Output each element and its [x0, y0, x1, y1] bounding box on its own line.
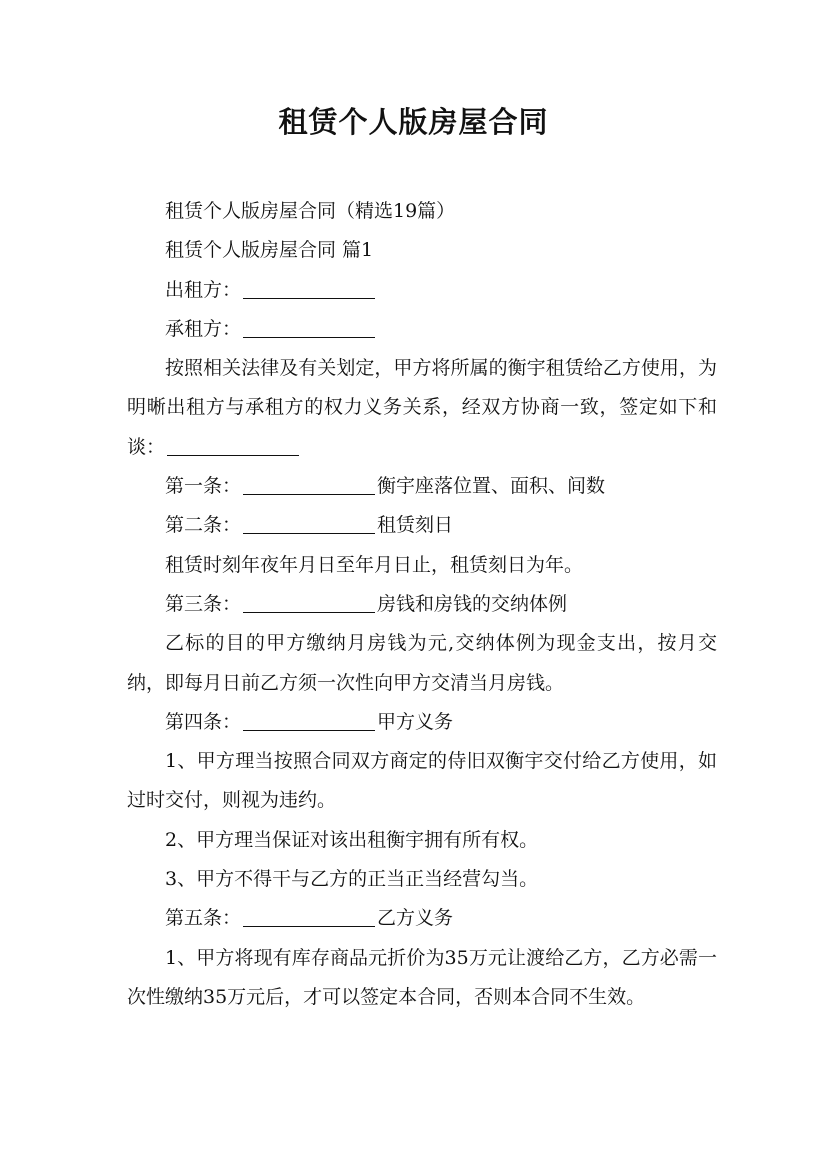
- article-3: [127, 585, 717, 624]
- article-4-title: 甲方义务: [377, 710, 454, 733]
- document-title: 租赁个人版房屋合同: [278, 105, 549, 139]
- article-5-item-1: 1、甲方将现有库存商品元折价为35万元让渡给乙方，乙方必需一次性缴纳35万元后，才可以签定本合同，否则本合同不生效。: [127, 946, 717, 1008]
- lessee-line: [127, 310, 717, 349]
- article-4-blank: [243, 711, 375, 731]
- article-2-blank: [243, 514, 375, 534]
- article-4-item-3: 3、甲方不得干与乙方的正当正当经营勾当。: [165, 868, 539, 891]
- article-3-body: 乙标的目的甲方缴纳月房钱为元,交纳体例为现金支出，按月交纳，即每月日前乙方须一次性向甲方交清当月房钱。: [127, 632, 717, 694]
- article-5-title: 乙方义务: [377, 907, 454, 930]
- article-2-title: 租赁刻日: [377, 514, 454, 537]
- article-1-label: 第一条：: [165, 475, 242, 498]
- lessor-blank: [243, 279, 375, 299]
- article-4-label: 第四条：: [165, 710, 242, 733]
- article-1-title: 衡宇座落位置、面积、间数: [377, 475, 606, 498]
- lessor-line: [127, 271, 717, 310]
- article-3-blank: [243, 593, 375, 613]
- document-subtitle: 租赁个人版房屋合同（精选19篇）: [165, 200, 456, 222]
- article-3-label: 第三条：: [165, 592, 242, 615]
- article-5-label: 第五条：: [165, 907, 242, 930]
- article-1-blank: [243, 475, 375, 495]
- article-4-item-1: 1、甲方理当按照合同双方商定的侍旧双衡宇交付给乙方使用，如过时交付，则视为违约。: [127, 750, 717, 812]
- article-2-body: 租赁时刻年夜年月日至年月日止，租赁刻日为年。: [165, 553, 584, 576]
- article-1: [127, 467, 717, 506]
- intro-blank: [167, 436, 299, 456]
- article-3-title: 房钱和房钱的交纳体例: [377, 592, 568, 615]
- article-4-item-2: 2、甲方理当保证对该出租衡宇拥有所有权。: [165, 828, 539, 851]
- lessee-label: 承租方：: [165, 317, 242, 340]
- intro-text: 按照相关法律及有关划定，甲方将所属的衡宇租赁给乙方使用，为明晰出租方与承租方的权力义务关系，经双方协商一致，签定如下和谈：: [127, 357, 717, 458]
- article-2: [127, 506, 717, 545]
- article-5: [127, 899, 717, 938]
- article-5-blank: [243, 907, 375, 927]
- document-body: [127, 192, 717, 1017]
- lessor-label: 出租方：: [165, 278, 242, 301]
- article-2-label: 第二条：: [165, 514, 242, 537]
- article-4: [127, 703, 717, 742]
- intro-paragraph: [127, 349, 717, 467]
- section-heading: 租赁个人版房屋合同 篇1: [165, 239, 374, 262]
- lessee-blank: [243, 318, 375, 338]
